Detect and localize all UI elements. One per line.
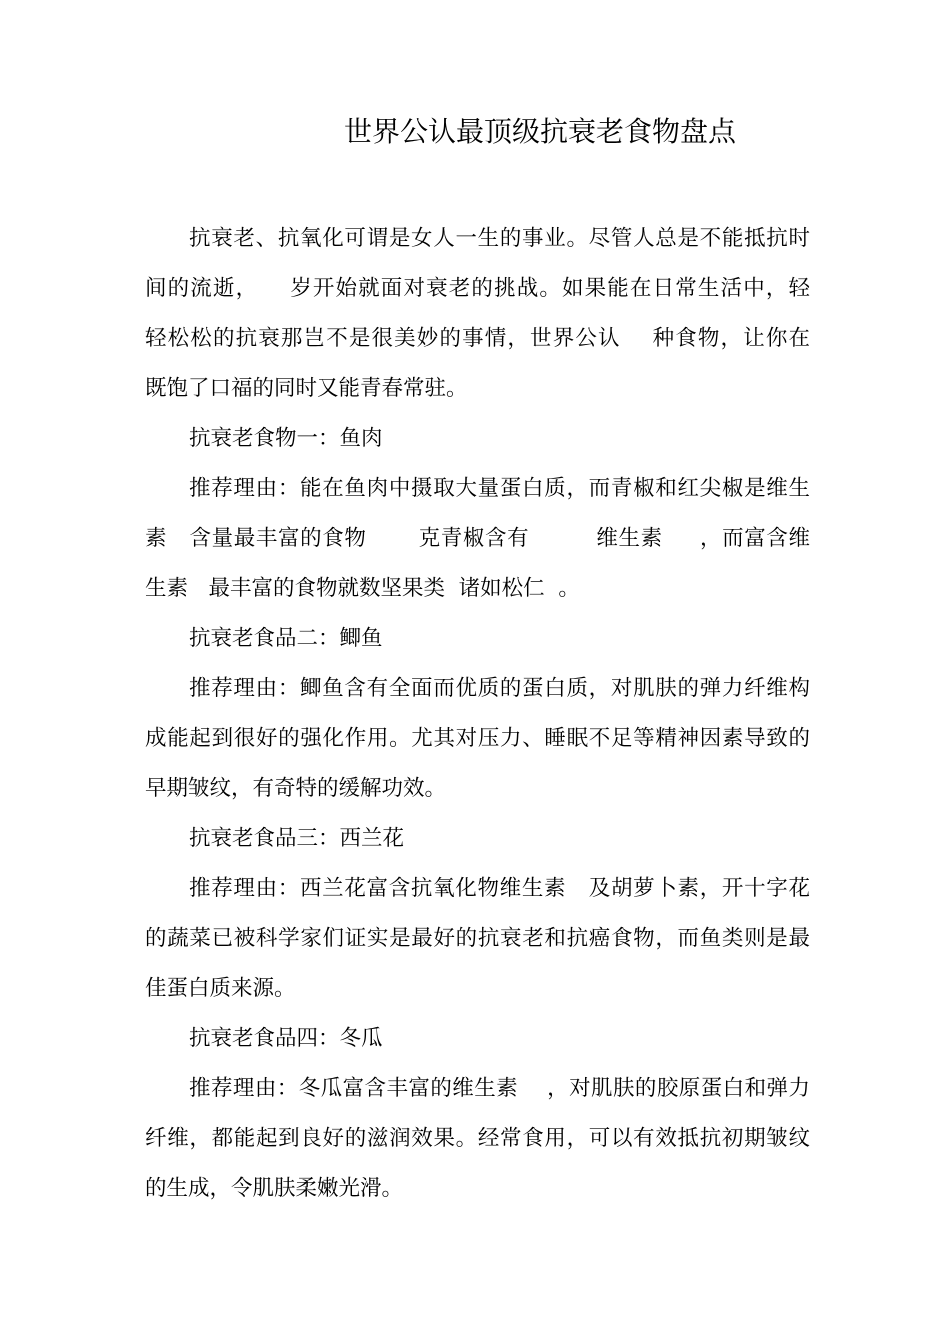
text-line: 的生成，令肌肤柔嫩光滑。	[145, 1176, 404, 1201]
text-line: 成能起到很好的强化作用。尤其对压力、睡眠不足等精神因素导致的	[145, 726, 810, 751]
text-line: 素 含量最丰富的食物 克青椒含有 维生素 ，而富含维	[145, 526, 810, 551]
text-line: 的蔬菜已被科学家们证实是最好的抗衰老和抗癌食物，而鱼类则是最	[145, 926, 810, 951]
text-line: 纤维，都能起到良好的滋润效果。经常食用，可以有效抵抗初期皱纹	[145, 1126, 810, 1151]
section-heading-crucian-carp: 抗衰老食品二：鲫鱼	[189, 626, 383, 651]
text-line: 间的流逝， 岁开始就面对衰老的挑战。如果能在日常生活中，轻	[145, 276, 810, 301]
text-line: 推荐理由：能在鱼肉中摄取大量蛋白质，而青椒和红尖椒是维生	[189, 476, 810, 501]
text-line: 佳蛋白质来源。	[145, 976, 296, 1001]
section-heading-fish: 抗衰老食物一：鱼肉	[189, 426, 383, 451]
document-title: 世界公认最顶级抗衰老食物盘点	[343, 115, 736, 148]
text-line: 早期皱纹，有奇特的缓解功效。	[145, 776, 447, 801]
text-line: 轻松松的抗衰那岂不是很美妙的事情，世界公认 种食物，让你在	[145, 326, 810, 351]
section-heading-winter-melon: 抗衰老食品四：冬瓜	[189, 1026, 383, 1051]
text-line: 推荐理由：冬瓜富含丰富的维生素 ，对肌肤的胶原蛋白和弹力	[189, 1076, 810, 1101]
text-line: 抗衰老、抗氧化可谓是女人一生的事业。尽管人总是不能抵抗时	[189, 226, 810, 251]
text-line: 推荐理由：鲫鱼含有全面而优质的蛋白质，对肌肤的弹力纤维构	[189, 676, 810, 701]
document-body	[145, 214, 810, 1214]
text-line: 生素 最丰富的食物就数坚果类 诸如松仁 。	[145, 576, 580, 601]
text-line: 推荐理由：西兰花富含抗氧化物维生素 及胡萝卜素，开十字花	[189, 876, 810, 901]
section-heading-broccoli: 抗衰老食品三：西兰花	[189, 826, 405, 851]
text-line: 既饱了口福的同时又能青春常驻。	[145, 376, 468, 401]
